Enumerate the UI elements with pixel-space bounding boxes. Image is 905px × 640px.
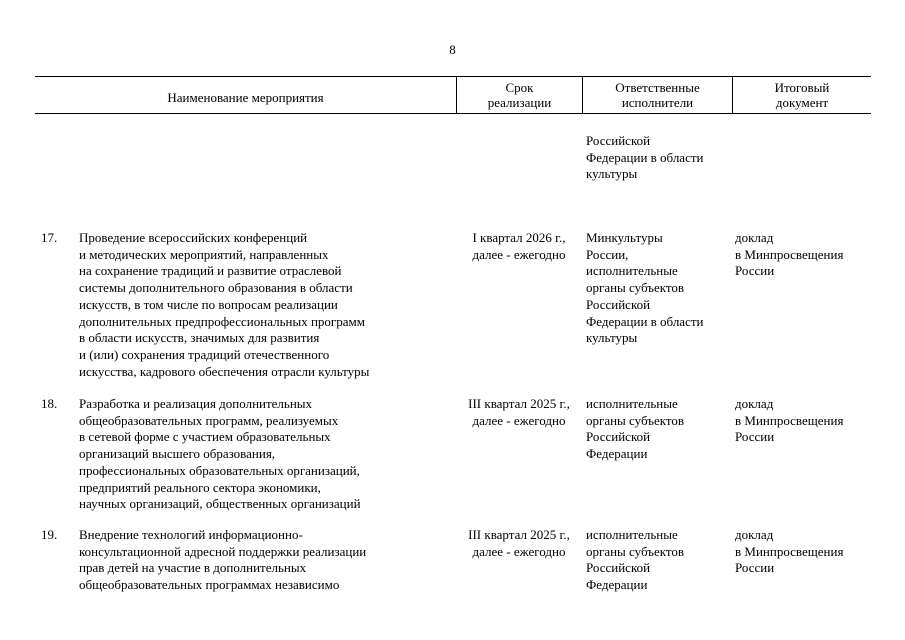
text-line: в Минпросвещения [735,246,844,262]
text-line: системы дополнительного образования в области [79,280,353,296]
text-line: культуры [586,166,638,182]
text-line: далее - ежегодно [472,543,566,559]
header-term [456,77,582,113]
row-responsible [586,527,684,594]
text-line: России [735,263,775,279]
text-line: доклад [735,396,774,411]
row-name [79,396,361,513]
text-line: Российской [586,296,651,312]
header-name [35,77,456,113]
text-line: профессиональных образовательных организаций, [79,462,360,478]
text-line: Срок [505,80,534,95]
text-line: Российской [586,133,651,148]
activities-table [35,76,871,593]
text-line: органы субъектов [586,412,685,428]
row-responsible [586,230,704,347]
row-term [456,230,582,263]
text-line: России [735,560,775,576]
text-line: доклад [735,230,774,245]
text-line: искусств, в том числе по вопросам реализации [79,296,338,312]
text-line: исполнительные [586,263,678,279]
text-line: консультационной адресной поддержки реализации [79,543,367,559]
text-line: на сохранение традиций и развитие отраслевой [79,263,342,279]
text-line: и (или) сохранения традиций отечественного [79,346,330,362]
text-line: организаций высшего образования, [79,446,276,462]
text-line: в Минпросвещения [735,412,844,428]
text-line: дополнительных предпрофессиональных программ [79,313,365,329]
text-line: Российской [586,560,651,576]
continued-responsible [586,133,704,183]
header-term-lines [488,80,552,110]
text-line: Минкультуры [586,230,663,245]
row-document [735,527,843,577]
text-line: Федерации [586,577,648,593]
text-line: искусства, кадрового обеспечения отрасли культуры [79,363,370,379]
text-line: общеобразовательных программах независимо [79,577,340,593]
text-line: Проведение всероссийских конференций [79,230,308,245]
text-line: Федерации в области [586,149,704,165]
text-line: культуры [586,330,638,346]
text-line: научных организаций, общественных организаций [79,496,361,512]
text-line: Ответственные [615,80,700,95]
row-name [79,230,369,380]
text-line: исполнительные [586,396,678,411]
row-number: 18. [41,396,58,411]
text-line: Федерации [586,446,648,462]
text-line: Разработка и реализация дополнительных [79,396,313,411]
table-header [35,76,871,114]
text-line: в области искусств, значимых для развития [79,330,320,346]
row-term [456,396,582,429]
text-line: далее - ежегодно [472,412,566,428]
text-line: Наименование мероприятия [167,89,324,105]
row-name [79,527,366,594]
row-document [735,396,843,446]
header-name-lines [167,90,323,105]
row-number: 17. [41,230,58,245]
text-line: III квартал 2025 г., [468,396,570,411]
row-document [735,230,843,280]
text-line: России [735,429,775,445]
text-line: реализации [487,95,552,110]
text-line: документ [775,95,829,110]
text-line: исполнительные [586,527,678,542]
page-number: 8 [449,42,456,57]
header-document [732,77,871,113]
text-line: I квартал 2026 г., [472,230,566,245]
header-responsible [582,77,732,113]
row-number: 19. [41,527,58,542]
header-document-lines [775,80,830,110]
text-line: далее - ежегодно [472,246,566,262]
text-line: в Минпросвещения [735,543,844,559]
text-line: Федерации в области [586,313,704,329]
text-line: России, [586,246,629,262]
header-responsible-lines [615,80,699,110]
text-line: доклад [735,527,774,542]
text-line: III квартал 2025 г., [468,527,570,542]
text-line: предприятий реального сектора экономики, [79,479,321,495]
text-line: органы субъектов [586,543,685,559]
row-term [456,527,582,560]
text-line: Итоговый [774,80,830,95]
text-line: исполнители [621,95,694,110]
text-line: Российской [586,429,651,445]
text-line: Внедрение технологий информационно- [79,527,303,542]
text-line: общеобразовательных программ, реализуемых [79,412,339,428]
row-responsible [586,396,684,463]
text-line: в сетевой форме с участием образовательных [79,429,331,445]
text-line: органы субъектов [586,280,685,296]
text-line: и методических мероприятий, направленных [79,246,329,262]
text-line: прав детей на участие в дополнительных [79,560,307,576]
